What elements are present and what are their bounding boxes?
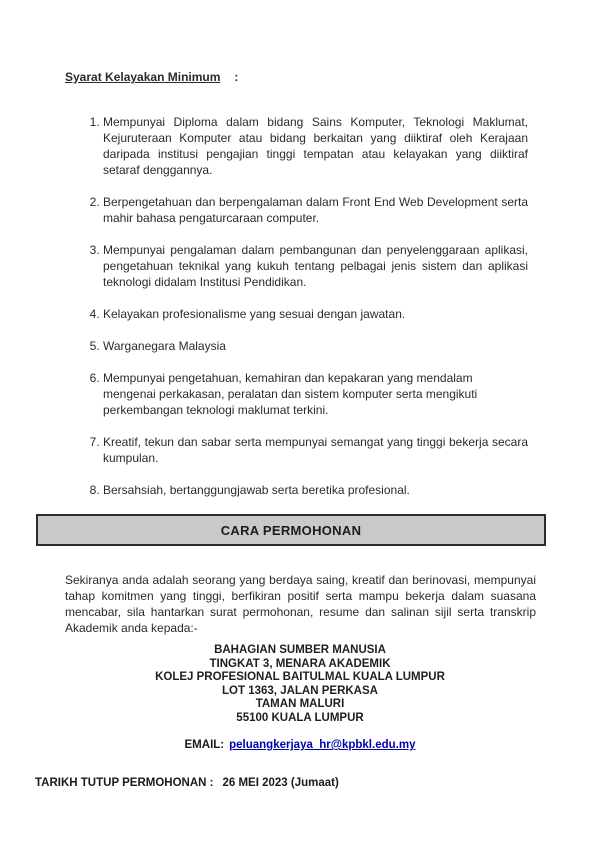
address-line: LOT 1363, JALAN PERKASA	[222, 684, 378, 697]
requirement-item: 3. Mempunyai pengalaman dalam pembangunan dan penyelenggaraan aplikasi, pengetahuan teknikal yang kukuh tentang pelbagai jenis sistem dan aplikasi teknologi didalam Institusi Pendidikan.	[103, 242, 528, 290]
address-block	[0, 644, 600, 725]
email-link[interactable]: peluangkerjaya_hr@kpbkl.edu.my	[229, 739, 416, 751]
section-banner	[36, 514, 546, 546]
closing-date-row	[35, 777, 600, 789]
address-line: TAMAN MALURI	[255, 698, 345, 710]
requirement-item: 1. Mempunyai Diploma dalam bidang Sains Komputer, Teknologi Maklumat, Kejuruteraan Komputer atau bidang berkaitan yang diiktiraf oleh Kerajaan daripada institusi pengajian tinggi tempatan atau kelayakan yang diiktiraf setaraf denggannya.	[103, 114, 528, 178]
email-label: EMAIL:	[184, 739, 225, 751]
requirement-item: 4. Kelayakan profesionalisme yang sesuai dengan jawatan.	[103, 306, 528, 322]
closing-date-label: TARIKH TUTUP PERMOHONAN :	[35, 777, 214, 789]
address-line: BAHAGIAN SUMBER MANUSIA	[214, 644, 386, 656]
requirement-item: 5. Warganegara Malaysia	[103, 338, 528, 354]
section-heading: Syarat Kelayakan Minimum	[65, 70, 221, 84]
section-heading-row	[65, 69, 600, 85]
address-line: TINGKAT 3, MENARA AKADEMIK	[209, 657, 391, 670]
requirement-item: 8. Bersahsiah, bertanggungjawab serta beretika profesional.	[103, 482, 528, 498]
requirements-list	[85, 114, 528, 498]
section-heading-colon: :	[234, 70, 239, 84]
requirement-item: 7. Kreatif, tekun dan sabar serta mempunyai semangat yang tinggi bekerja secara kumpulan.	[103, 434, 528, 466]
requirement-item: 2. Berpengetahuan dan berpengalaman dalam Front End Web Development serta mahir bahasa pengaturcaraan computer.	[103, 194, 528, 226]
closing-date-value: 26 MEI 2023 (Jumaat)	[222, 777, 339, 789]
requirement-item: 6. Mempunyai pengetahuan, kemahiran dan kepakaran yang mendalam mengenai perkakasan, peralatan dan sistem komputer serta mengikuti perkembangan teknologi maklumat terkini.	[103, 370, 528, 418]
address-line: 55100 KUALA LUMPUR	[236, 711, 364, 724]
section-banner-title: CARA PERMOHONAN	[220, 522, 362, 538]
application-intro: Sekiranya anda adalah seorang yang berdaya saing, kreatif dan berinovasi, mempunyai tahap komitmen yang tinggi, berfikiran positif serta mampu bekerja dalam suasana mencabar, sila hantarkan surat permohonan, resume dan salinan sijil serta transkrip Akademik anda kepada:-	[65, 573, 536, 635]
address-line: KOLEJ PROFESIONAL BAITULMAL KUALA LUMPUR	[155, 671, 445, 683]
email-row	[0, 739, 600, 751]
